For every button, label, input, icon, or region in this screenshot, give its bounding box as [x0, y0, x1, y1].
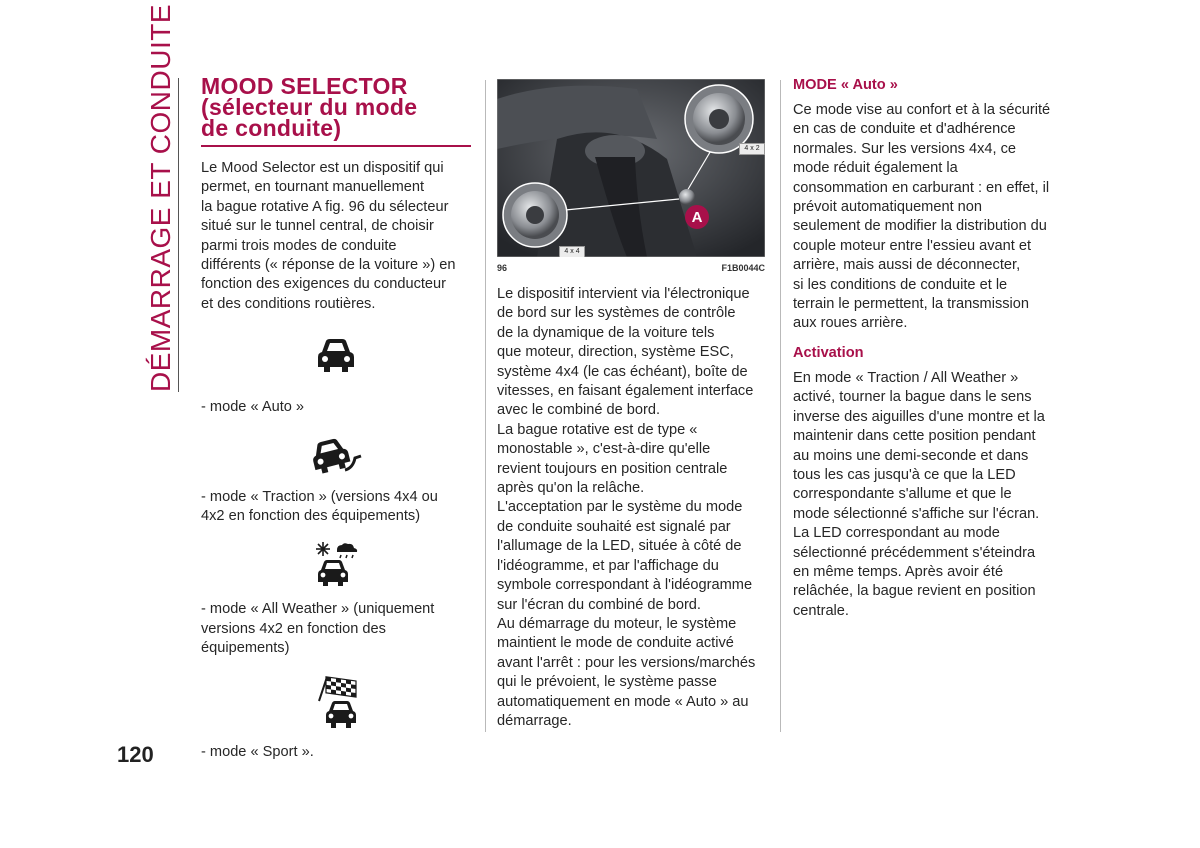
text-line: avant l'arrêt : pour les versions/marchés: [497, 654, 756, 671]
mode-auto-label: - mode « Auto »: [201, 399, 305, 416]
text-line: prévoit automatiquement non: [793, 199, 983, 216]
figure-96: [497, 79, 765, 257]
text-line: normales. Sur les versions 4x4, ce: [793, 140, 1017, 157]
activation-paragraph: [793, 369, 1068, 621]
text-line: l'allumage de la LED, située à côté de: [497, 538, 742, 555]
intro-line: Le Mood Selector est un dispositif qui: [201, 160, 444, 176]
text-line: arrière, mais aussi de déconnecter,: [793, 257, 1021, 274]
mode-traction: [201, 434, 471, 527]
text-line: de conduite souhaité est signalé par: [497, 518, 731, 535]
text-line: symbole correspondant à l'idéogramme: [497, 577, 753, 594]
text-line: couple moteur entre l'essieu avant et: [793, 237, 1032, 254]
text-line: monostable », c'est-à-dire qu'elle: [497, 441, 711, 458]
text-line: En mode « Traction / All Weather »: [793, 369, 1019, 386]
text-line: l'idéogramme, et par l'affichage du: [497, 557, 719, 574]
text-line: consommation en carburant : en effet, il: [793, 179, 1050, 196]
text-line: au moins une demi-seconde et dans: [793, 447, 1029, 464]
text-line: après qu'on la relâche.: [497, 480, 645, 497]
text-line: démarrage.: [497, 712, 572, 729]
mode-traction-label: - mode « Traction » (versions 4x4 ou: [201, 488, 438, 505]
title-line-3: de conduite): [201, 115, 342, 141]
intro-line: fonction des exigences du conducteur: [201, 276, 447, 293]
column-1: [201, 73, 471, 762]
mood-selector-photo: [497, 79, 765, 257]
text-line: L'acceptation par le système du mode: [497, 499, 743, 516]
mode-sport-label: - mode « Sport ».: [201, 743, 314, 760]
figure-number: 96: [497, 263, 508, 273]
text-line: La LED correspondant au mode: [793, 525, 1000, 542]
mode-all-weather-label: équipements): [201, 640, 290, 657]
text-line: correspondante s'allume et que le: [793, 486, 1012, 503]
text-line: de bord sur les systèmes de contrôle: [497, 305, 736, 322]
text-line: revient toujours en position centrale: [497, 460, 728, 477]
text-line: sélectionné précédemment s'éteindra: [793, 544, 1036, 561]
text-line: mode réduit également la: [793, 160, 958, 177]
text-line: relâchée, la bague revient en position: [793, 583, 1036, 600]
section-rule: [178, 78, 179, 392]
intro-line: parmi trois modes de conduite: [201, 237, 397, 254]
intro-line: différents (« réponse de la voiture ») en: [201, 257, 456, 274]
mode-auto: [201, 336, 471, 417]
text-line: tous les cas jusqu'à ce que la LED: [793, 466, 1016, 483]
car-front-icon: [314, 336, 358, 376]
figure-caption: [497, 263, 765, 273]
text-line: système 4x4 (le cas échéant), boîte de: [497, 363, 748, 380]
mode-all-weather-label: versions 4x2 en fonction des: [201, 620, 386, 637]
column-divider-1: [485, 80, 486, 732]
text-line: centrale.: [793, 602, 849, 619]
text-line: maintient le mode de conduite activé: [497, 635, 734, 652]
mode-traction-label: 4x2 en fonction des équipements): [201, 508, 421, 525]
intro-line: la bague rotative A fig. 96 du sélecteur: [201, 198, 449, 215]
page-number: 120: [117, 742, 154, 767]
text-line: qui le prévoient, le système passe: [497, 674, 717, 691]
badge-4x4: 4 x 4: [559, 246, 585, 257]
text-line: Ce mode vise au confort et à la sécurité: [793, 102, 1051, 118]
page-title: [201, 73, 471, 143]
mode-auto-paragraph: [793, 101, 1068, 334]
section-label: DÉMARRAGE ET CONDUITE: [145, 3, 176, 392]
text-line: en cas de conduite et d'adhérence: [793, 121, 1016, 138]
badge-4x2: 4 x 2: [739, 143, 765, 155]
column-divider-2: [780, 80, 781, 732]
text-line: vitesses, en faisant également interface: [497, 383, 754, 400]
mode-all-weather-label: - mode « All Weather » (uniquement: [201, 601, 435, 618]
text-line: sur l'écran du combiné de bord.: [497, 596, 701, 613]
text-line: en même temps. Après avoir été: [793, 563, 1004, 580]
column-2-text: [497, 285, 765, 731]
intro-line: permet, en tournant manuellement: [201, 179, 425, 196]
column-3: [793, 76, 1068, 621]
mode-all-weather: [201, 540, 471, 658]
mode-sport: [201, 675, 471, 762]
text-line: activé, tourner la bague dans le sens: [793, 389, 1032, 406]
car-sport-flag-icon: [313, 675, 363, 731]
text-line: que moteur, direction, système ESC,: [497, 344, 734, 361]
heading-mode-auto: MODE « Auto »: [793, 77, 898, 93]
text-line: inverse des aiguilles d'une montre et la: [793, 408, 1045, 425]
text-line: si les conditions de conduite et le: [793, 276, 1008, 293]
car-traction-icon: [309, 434, 365, 480]
text-line: Le dispositif intervient via l'électronique: [497, 286, 750, 302]
text-line: terrain le permettent, la transmission: [793, 296, 1030, 313]
text-line: automatiquement en mode « Auto » au: [497, 693, 749, 710]
title-rule: [201, 145, 471, 147]
car-weather-icon: [313, 540, 363, 590]
intro-line: situé sur le tunnel central, de choisir: [201, 218, 434, 235]
text-line: Au démarrage du moteur, le système: [497, 615, 737, 632]
figure-code: F1B0044C: [721, 263, 765, 273]
text-line: maintenir dans cette position pendant: [793, 428, 1036, 445]
text-line: avec le combiné de bord.: [497, 402, 661, 419]
text-line: aux roues arrière.: [793, 315, 908, 332]
text-line: La bague rotative est de type «: [497, 421, 698, 438]
title-line-2: (sélecteur du mode: [201, 94, 418, 120]
heading-activation: Activation: [793, 344, 864, 361]
intro-line: et des conditions routières.: [201, 295, 376, 312]
intro-paragraph: [201, 159, 471, 314]
text-line: mode sélectionné s'affiche sur l'écran.: [793, 505, 1040, 522]
callout-a: A: [691, 209, 703, 226]
column-2: [497, 76, 765, 731]
text-line: de la dynamique de la voiture tels: [497, 324, 715, 341]
text-line: seulement de modifier la distribution du: [793, 218, 1047, 235]
title-line-1: MOOD SELECTOR: [201, 73, 408, 99]
